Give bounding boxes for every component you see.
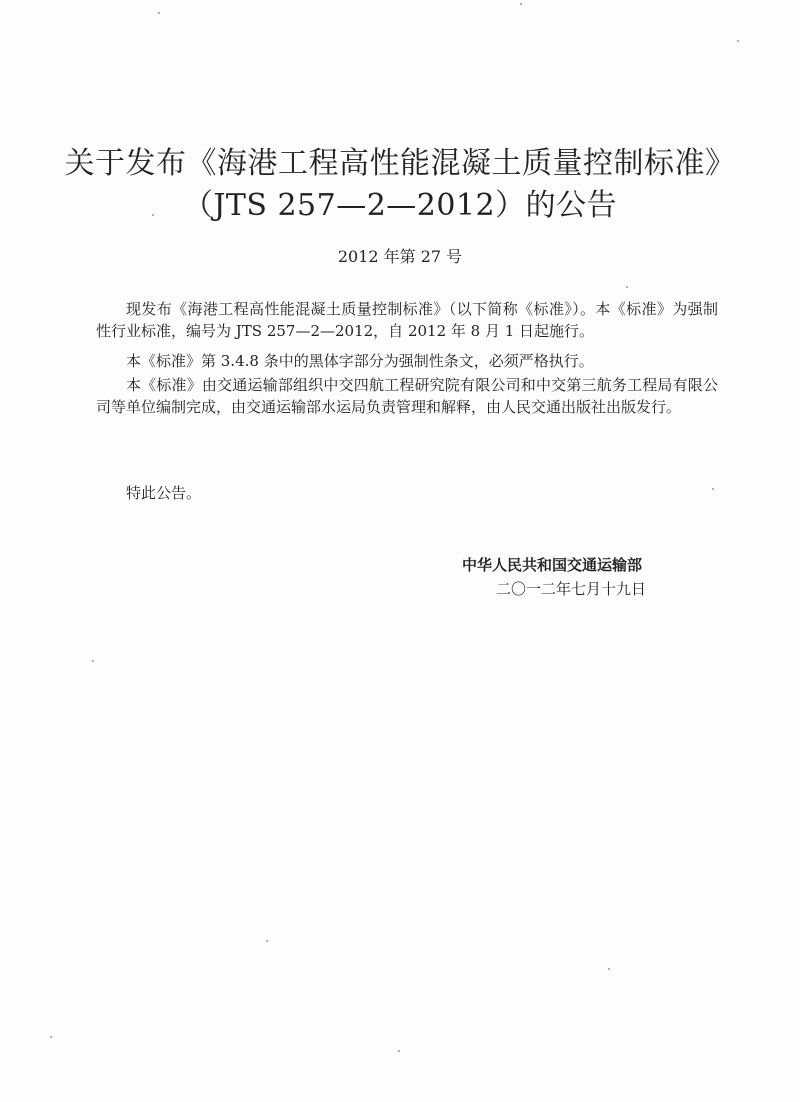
- paragraph-text: 现发布《海港工程高性能混凝土质量控制标准》（以下简称《标准》）。本《标准》为强制性行业标准，编号为 JTS 257—2—2012，自 2012 年 8 月 1 日起施行。: [96, 300, 718, 340]
- scan-speck: [520, 3, 522, 5]
- scan-speck: [266, 940, 268, 942]
- scan-speck: [608, 968, 610, 970]
- scan-speck: [158, 12, 160, 14]
- scan-speck: [92, 660, 94, 662]
- issue-number: 2012 年第 27 号: [337, 247, 463, 266]
- scan-speck: [398, 1050, 400, 1052]
- paragraph-text: 本《标准》第 3.4.8 条中的黑体字部分为强制性条文，必须严格执行。: [126, 352, 594, 370]
- paragraph-text: 特此公告。: [126, 484, 202, 502]
- paragraph-announcement: [96, 298, 718, 342]
- scan-speck: [737, 40, 739, 42]
- paragraph-mandatory-clause: [96, 350, 718, 372]
- scan-speck: [50, 1036, 52, 1038]
- paragraph-closing: [96, 482, 718, 504]
- scan-speck: [152, 214, 154, 216]
- paragraph-compilation: [96, 374, 718, 418]
- paragraph-text: 本《标准》由交通运输部组织中交四航工程研究院有限公司和中交第三航务工程局有限公司等单位编制完成，由交通运输部水运局负责管理和解释，由人民交通出版社出版发行。: [96, 376, 718, 416]
- document-title-line-1: 关于发布《海港工程高性能混凝土质量控制标准》: [64, 146, 736, 181]
- scan-speck: [712, 488, 714, 490]
- document-title-line-2: （JTS 257—2—2012）的公告: [182, 188, 618, 223]
- signature-date: 二〇一二年七月十九日: [496, 580, 647, 598]
- signature-organization: 中华人民共和国交通运输部: [462, 556, 643, 574]
- scan-speck: [626, 286, 628, 288]
